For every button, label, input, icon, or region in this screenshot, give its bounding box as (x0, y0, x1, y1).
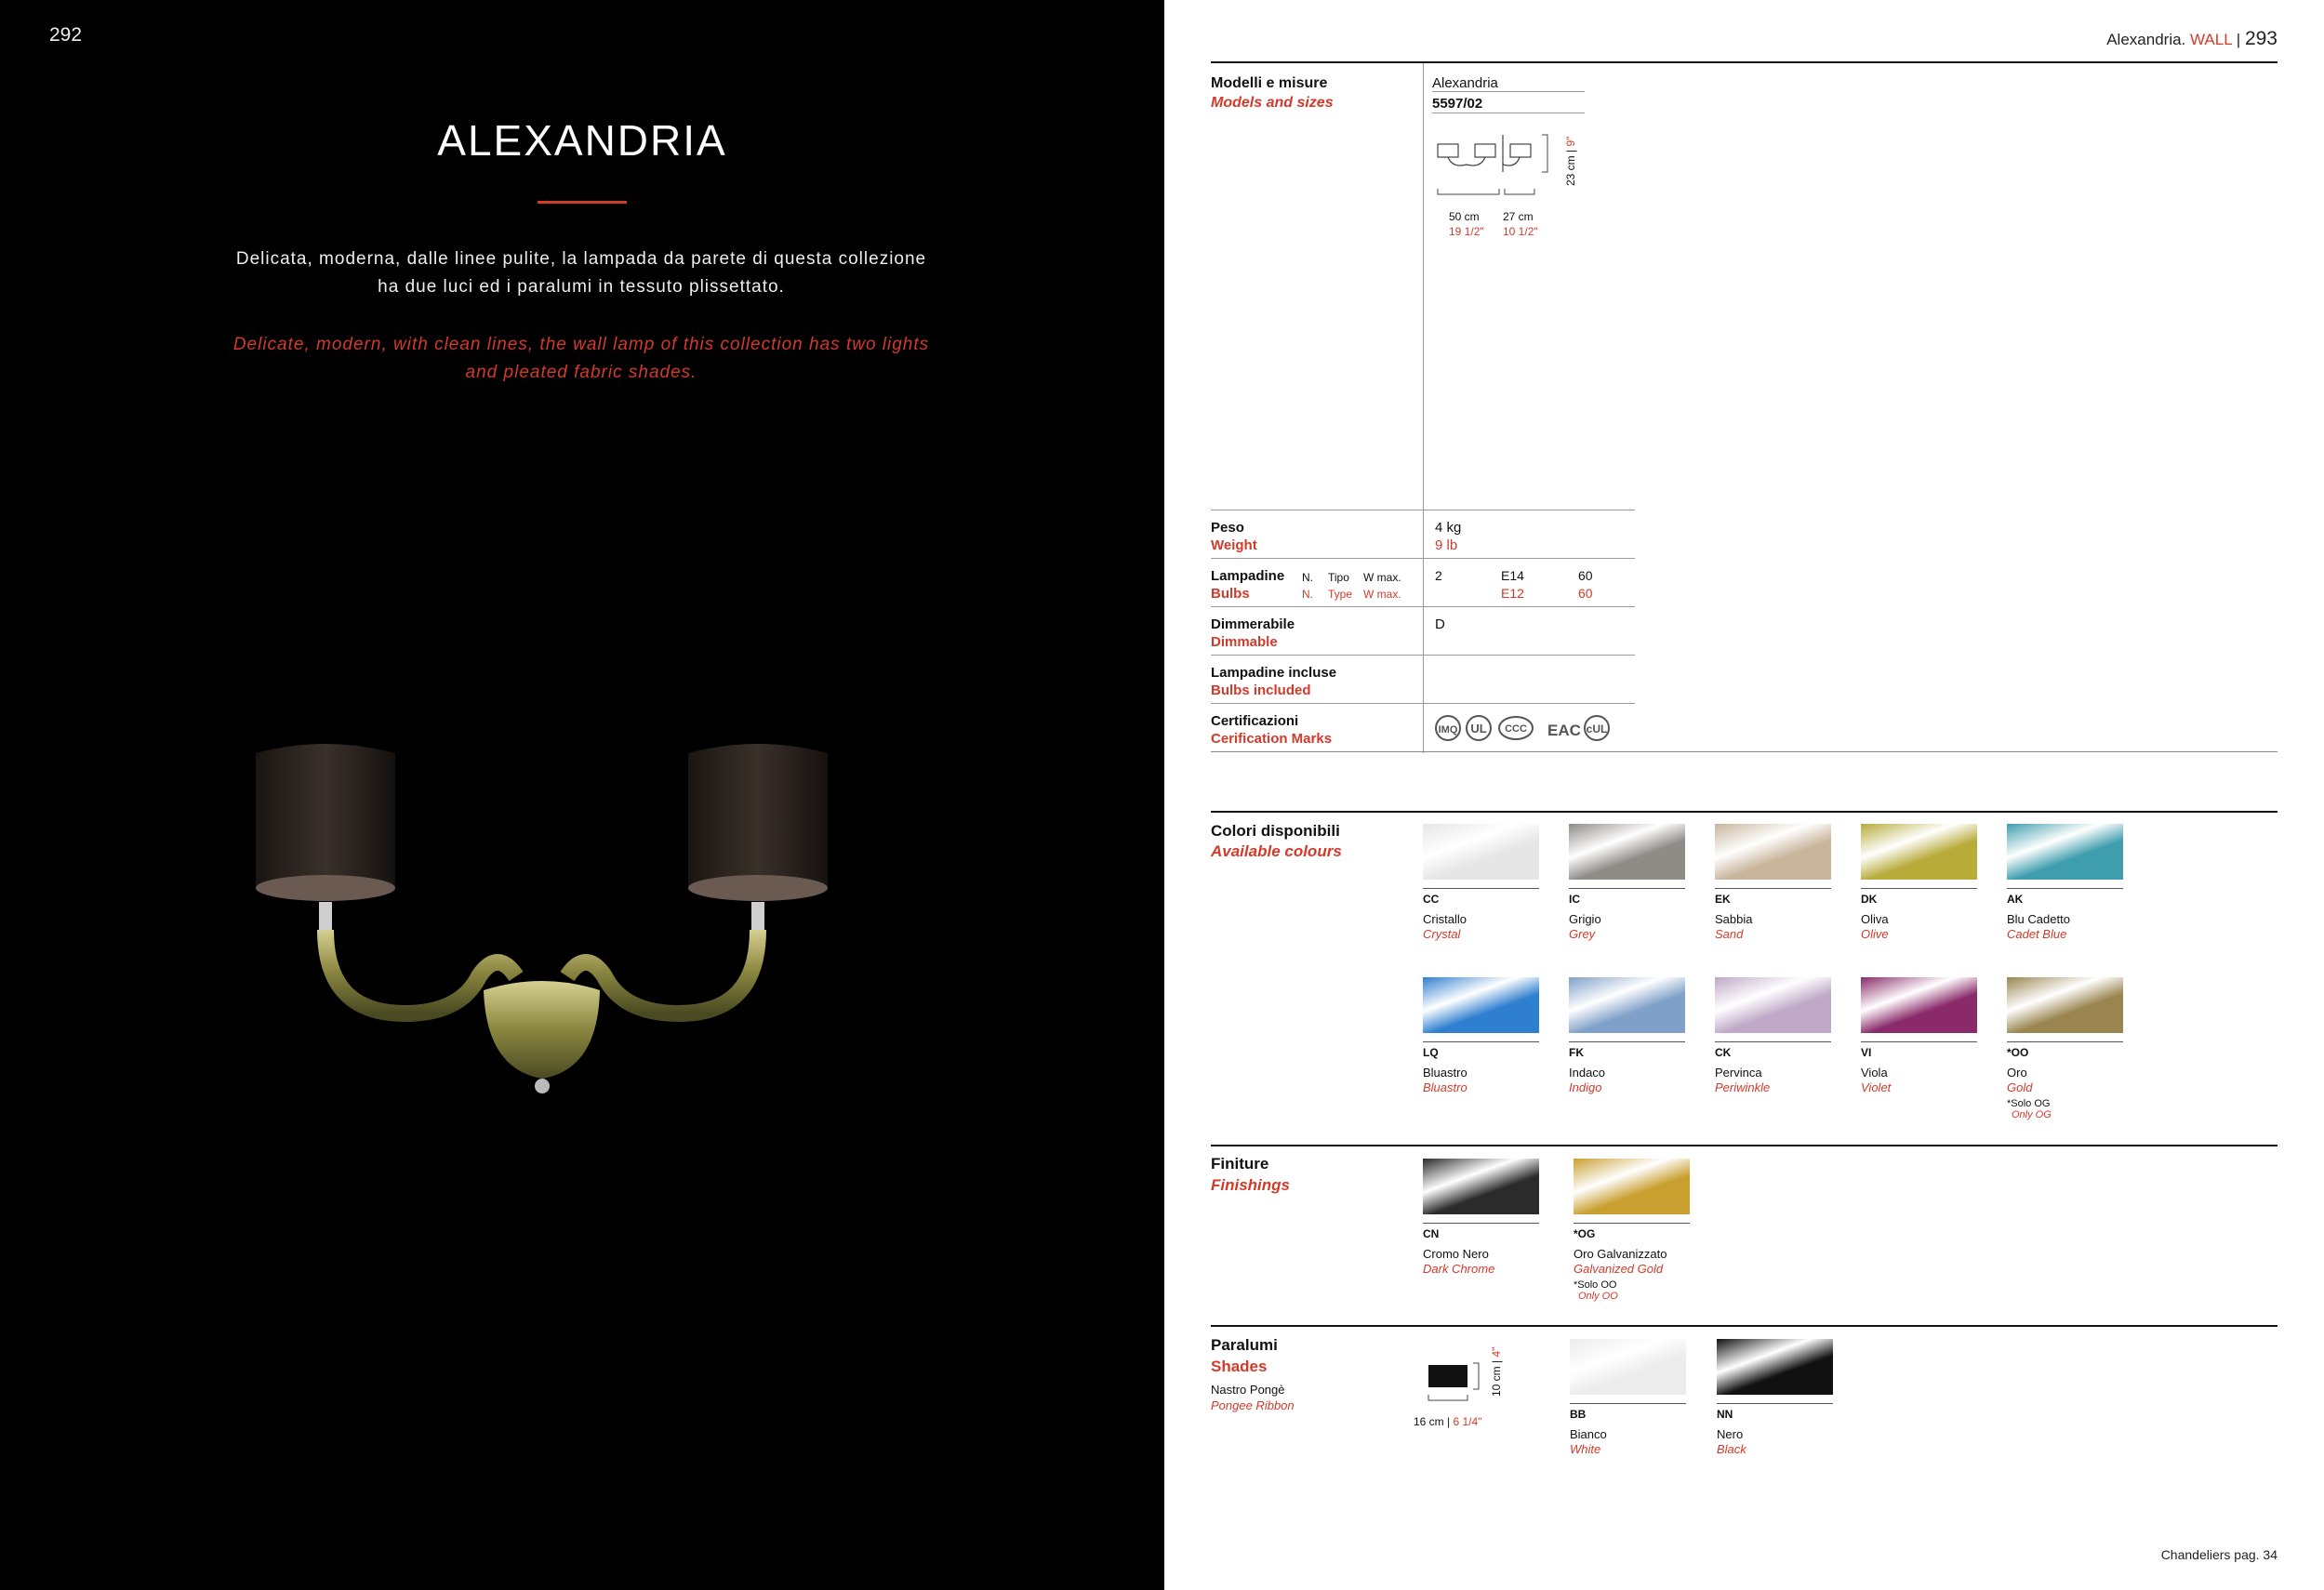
header-rule (1211, 61, 2278, 63)
swatch-name-en: Black (1717, 1442, 1746, 1456)
certification-marks-icon (1434, 712, 1620, 746)
swatch-image (1569, 824, 1685, 880)
swatch-name-it: Grigio (1569, 912, 1601, 926)
bulbs-col-n-en: N. (1302, 588, 1313, 601)
bulbs-label-en: Bulbs (1211, 586, 1250, 602)
swatch-code: IC (1569, 893, 1580, 906)
shade-height: 10 cm | 4" (1490, 1346, 1503, 1397)
width-cm: 50 cm (1449, 210, 1480, 223)
swatch-name-en: Galvanized Gold (1574, 1262, 1664, 1276)
swatch-name-en: Grey (1569, 927, 1596, 941)
swatch-name-en: Olive (1861, 927, 1889, 941)
swatch-rule (1861, 888, 1977, 889)
model-dimension-drawing (1434, 126, 1574, 205)
model-name-rule (1432, 91, 1585, 92)
swatch-code: AK (2007, 893, 2024, 906)
swatch-code: CK (1715, 1046, 1732, 1059)
svg-text:IMQ: IMQ (1438, 724, 1458, 735)
swatch-name-it: Oro Galvanizzato (1574, 1247, 1667, 1261)
colours-label-en: Available colours (1211, 842, 1342, 860)
description-italian: Delicata, moderna, dalle linee pulite, la lampada da parete di questa collezione ha due luci ed i paralumi in tessuto plissettato. (235, 249, 927, 297)
model-name: Alexandria (1432, 75, 1498, 91)
swatch-image (1574, 1159, 1690, 1214)
finishings-label-en: Finishings (1211, 1176, 1290, 1194)
swatch-rule (1423, 888, 1539, 889)
weight-lb: 9 lb (1435, 537, 1458, 553)
swatch-ck (1715, 977, 1831, 1094)
wall-lamp-image (237, 735, 925, 1125)
weight-label-it: Peso (1211, 520, 1244, 536)
page-number-left: 292 (49, 24, 83, 46)
right-page (1164, 0, 2324, 1590)
swatch-image (1715, 977, 1831, 1033)
swatch-image (1569, 977, 1685, 1033)
swatch-name-it: Nero (1717, 1427, 1744, 1441)
swatch-rule (1570, 1403, 1686, 1404)
header-separator: | (2236, 31, 2241, 48)
swatch-note: *Solo OG (2007, 1098, 2051, 1109)
title-underline (538, 201, 627, 204)
swatch-lq (1423, 977, 1539, 1094)
swatch-code: LQ (1423, 1046, 1439, 1059)
svg-text:CCC: CCC (1505, 723, 1527, 735)
description-english: Delicate, modern, with clean lines, the wall lamp of this collection has two lights and pleated fabric shades. (232, 335, 930, 382)
page-number-right: 293 (2244, 28, 2278, 49)
swatch-rule (1717, 1403, 1833, 1404)
swatch-name-it: Viola (1861, 1066, 1888, 1080)
height-dimension: 23 cm | 9" (1564, 136, 1577, 186)
finishings-label-it: Finiture (1211, 1155, 1269, 1173)
shade-diameter: 16 cm | 6 1/4" (1414, 1415, 1482, 1428)
swatch-rule (2007, 1041, 2123, 1042)
footer-reference: Chandeliers pag. 34 (2160, 1547, 2278, 1562)
models-label-it: Modelli e misure (1211, 75, 1328, 91)
dimmable-label-en: Dimmable (1211, 634, 1278, 650)
bulbs-w-us: 60 (1578, 586, 1593, 601)
swatch-image (1423, 824, 1539, 880)
swatch-rule (1569, 1041, 1685, 1042)
swatch-code: *OO (2007, 1046, 2029, 1059)
bulbs-type-us: E12 (1501, 586, 1524, 601)
swatch-name-it: Indaco (1569, 1066, 1606, 1080)
shade-height-in: 4" (1490, 1346, 1503, 1358)
swatch-image (2007, 977, 2123, 1033)
shade-diameter-cm: 16 cm (1414, 1415, 1444, 1428)
swatch-image (1570, 1339, 1686, 1395)
shade-height-cm: 10 cm (1490, 1366, 1503, 1397)
swatch-name-it: Blu Cadetto (2007, 912, 2070, 926)
height-cm: 23 cm (1564, 155, 1577, 186)
shades-label-it: Paralumi (1211, 1336, 1278, 1354)
shades-sub-it: Nastro Pongè (1211, 1383, 1285, 1397)
dimmable-label-it: Dimmerabile (1211, 616, 1295, 632)
swatch-name-it: Sabbia (1715, 912, 1753, 926)
cert-rule (1211, 703, 1635, 704)
swatch-name-en: Gold (2007, 1080, 2033, 1094)
swatch-code: CC (1423, 893, 1440, 906)
height-in: 9" (1564, 136, 1577, 147)
spec-table-bottom-rule (1211, 751, 2278, 752)
swatch-rule (1423, 1041, 1539, 1042)
cert-label-it: Certificazioni (1211, 713, 1299, 729)
bulbs-col-type-it: Tipo (1328, 571, 1349, 584)
bulbs-col-n-it: N. (1302, 571, 1313, 584)
swatch-name-it: Cromo Nero (1423, 1247, 1489, 1261)
included-label-en: Bulbs included (1211, 682, 1311, 698)
swatch-rule (2007, 888, 2123, 889)
swatch-name-en: Periwinkle (1715, 1080, 1771, 1094)
swatch-code: NN (1717, 1408, 1733, 1421)
page-header (2106, 28, 2278, 50)
shade-diameter-in: 6 1/4" (1453, 1415, 1482, 1428)
bulbs-rule (1211, 558, 1635, 559)
swatch-rule (1569, 888, 1685, 889)
swatch-code: *OG (1574, 1227, 1596, 1240)
bulbs-col-w-it: W max. (1363, 571, 1401, 584)
swatch-rule (1715, 1041, 1831, 1042)
swatch-code: DK (1861, 893, 1878, 906)
swatch-code: CN (1423, 1227, 1440, 1240)
swatch-name-en: Crystal (1423, 927, 1461, 941)
swatch-bb (1570, 1339, 1686, 1456)
swatch-image (2007, 824, 2123, 880)
weight-label-en: Weight (1211, 537, 1257, 553)
included-label-it: Lampadine incluse (1211, 665, 1337, 681)
swatch-rule (1861, 1041, 1977, 1042)
swatch-cn (1423, 1159, 1539, 1276)
header-category: WALL (2190, 31, 2233, 48)
swatch-cc (1423, 824, 1539, 941)
collection-title: ALEXANDRIA (437, 116, 727, 165)
swatch-note: *Solo OO (1574, 1279, 1617, 1291)
swatch-name-it: Oliva (1861, 912, 1889, 926)
model-code: 5597/02 (1432, 96, 1483, 112)
header-collection: Alexandria. (2106, 31, 2186, 48)
swatch-note-en: Only OG (2012, 1109, 2052, 1120)
included-rule (1211, 655, 1635, 656)
svg-text:UL: UL (1470, 722, 1487, 735)
swatch-name-en: Violet (1861, 1080, 1892, 1094)
swatch-rule (1423, 1223, 1539, 1224)
dimmable-value: D (1435, 616, 1445, 632)
dimmable-rule (1211, 606, 1635, 607)
swatch-image (1715, 824, 1831, 880)
depth-in: 10 1/2" (1503, 225, 1538, 238)
shades-sub-en: Pongee Ribbon (1211, 1398, 1295, 1412)
swatch-name-it: Cristallo (1423, 912, 1467, 926)
swatch-image (1423, 1159, 1539, 1214)
swatch-code: EK (1715, 893, 1731, 906)
colours-label-it: Colori disponibili (1211, 822, 1340, 840)
swatch-name-en: Indigo (1569, 1080, 1602, 1094)
swatch-name-it: Pervinca (1715, 1066, 1762, 1080)
bulbs-type-eu: E14 (1501, 568, 1524, 583)
swatch-vi (1861, 977, 1977, 1094)
swatch-name-en: Cadet Blue (2007, 927, 2067, 941)
swatch-ek (1715, 824, 1831, 941)
swatch-name-en: White (1570, 1442, 1601, 1456)
models-label-en: Models and sizes (1211, 95, 1334, 111)
swatch-code: BB (1570, 1408, 1587, 1421)
swatch-rule (1715, 888, 1831, 889)
shade-dimension-drawing (1423, 1346, 1497, 1411)
bulbs-label-it: Lampadine (1211, 568, 1285, 584)
shades-rule (1211, 1325, 2278, 1327)
swatch-ak (2007, 824, 2123, 941)
swatch-ic (1569, 824, 1685, 941)
swatch-name-it: Bianco (1570, 1427, 1607, 1441)
shades-label-en: Shades (1211, 1358, 1268, 1375)
bulbs-col-type-en: Type (1328, 588, 1353, 601)
svg-text:EAC: EAC (1547, 722, 1581, 739)
swatch-code: FK (1569, 1046, 1584, 1059)
swatch-oo (2007, 977, 2123, 1120)
swatch-note-en: Only OO (1578, 1291, 1618, 1302)
swatch-rule (1574, 1223, 1690, 1224)
swatch-image (1861, 977, 1977, 1033)
swatch-nn (1717, 1339, 1833, 1456)
swatch-name-en: Dark Chrome (1423, 1262, 1495, 1276)
swatch-name-it: Oro (2007, 1066, 2027, 1080)
width-in: 19 1/2" (1449, 225, 1484, 238)
depth-cm: 27 cm (1503, 210, 1534, 223)
bulbs-w-eu: 60 (1578, 568, 1593, 583)
bulbs-n: 2 (1435, 568, 1442, 583)
swatch-image (1861, 824, 1977, 880)
svg-text:cUL: cUL (1586, 722, 1608, 735)
swatch-image (1423, 977, 1539, 1033)
swatch-image (1717, 1339, 1833, 1395)
spec-column-divider (1423, 63, 1424, 753)
finishings-rule (1211, 1145, 2278, 1146)
weight-kg: 4 kg (1435, 520, 1462, 536)
swatch-dk (1861, 824, 1977, 941)
swatch-name-en: Bluastro (1423, 1080, 1467, 1094)
cert-label-en: Cerification Marks (1211, 731, 1333, 747)
colours-rule (1211, 811, 2278, 813)
swatch-fk (1569, 977, 1685, 1094)
swatch-name-it: Bluastro (1423, 1066, 1467, 1080)
swatch-code: VI (1861, 1046, 1872, 1059)
swatch-name-en: Sand (1715, 927, 1744, 941)
bulbs-col-w-en: W max. (1363, 588, 1401, 601)
swatch-og (1574, 1159, 1690, 1302)
